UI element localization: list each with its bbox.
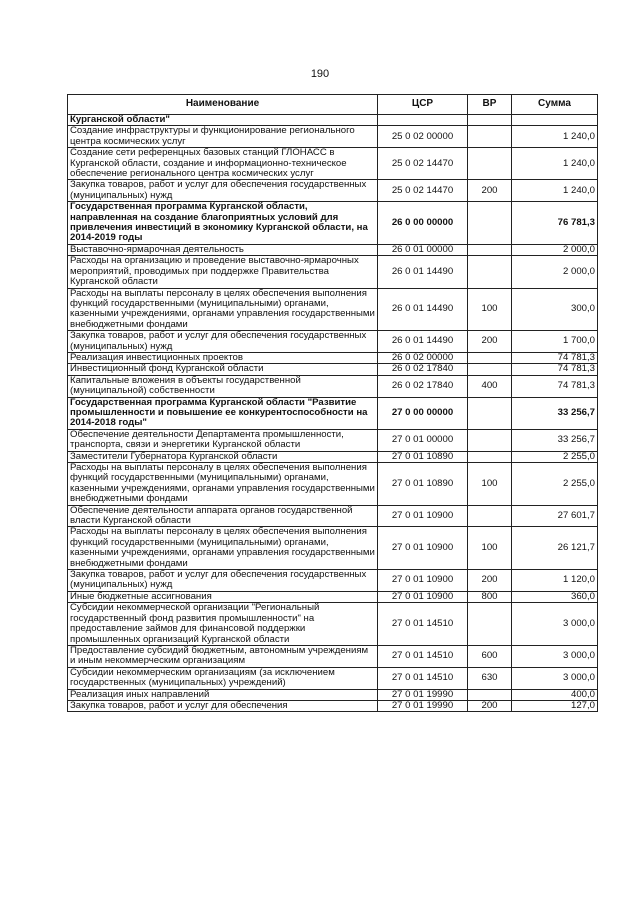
row-sum: 1 700,0 [512, 331, 598, 353]
table-row [68, 148, 598, 180]
row-vr [468, 603, 512, 646]
header-vr: ВР [468, 95, 512, 115]
row-sum: 27 601,7 [512, 505, 598, 527]
table-row [68, 700, 598, 711]
row-csr: 25 0 02 14470 [378, 148, 468, 180]
page-number: 190 [310, 68, 330, 80]
row-vr: 800 [468, 591, 512, 602]
table-row [68, 429, 598, 451]
row-csr: 25 0 02 00000 [378, 126, 468, 148]
row-sum: 3 000,0 [512, 667, 598, 689]
table-row [68, 331, 598, 353]
row-name: Реализация инвестиционных проектов [68, 352, 378, 363]
row-vr: 400 [468, 375, 512, 397]
row-csr: 27 0 00 00000 [378, 397, 468, 429]
row-name: Выставочно-ярмарочная деятельность [68, 244, 378, 255]
table-row [68, 115, 598, 126]
row-csr: 27 0 01 14510 [378, 667, 468, 689]
row-vr [468, 505, 512, 527]
row-sum: 400,0 [512, 689, 598, 700]
table-row [68, 256, 598, 288]
row-name: Курганской области" [68, 115, 378, 126]
row-name: Заместители Губернатора Курганской области [68, 451, 378, 462]
table-row [68, 667, 598, 689]
row-csr: 26 0 02 17840 [378, 364, 468, 375]
row-sum: 1 240,0 [512, 180, 598, 202]
row-vr [468, 451, 512, 462]
row-sum: 2 255,0 [512, 463, 598, 506]
row-sum: 3 000,0 [512, 645, 598, 667]
table-row [68, 397, 598, 429]
table-row [68, 180, 598, 202]
table-row [68, 689, 598, 700]
row-vr: 200 [468, 180, 512, 202]
row-name: Создание сети референцных базовых станций ГЛОНАСС в Курганской области, создание и информационно-техническое обеспечение регионального центра космических услуг [68, 148, 378, 180]
table-row [68, 463, 598, 506]
header-sum: Сумма [512, 95, 598, 115]
table-row [68, 645, 598, 667]
row-name: Обеспечение деятельности Департамента промышленности, транспорта, связи и энергетики Курганской области [68, 429, 378, 451]
row-csr: 26 0 00 00000 [378, 202, 468, 245]
row-sum: 76 781,3 [512, 202, 598, 245]
row-vr [468, 244, 512, 255]
row-sum: 2 255,0 [512, 451, 598, 462]
row-sum [512, 115, 598, 126]
row-sum: 74 781,3 [512, 352, 598, 363]
row-csr: 27 0 01 10900 [378, 570, 468, 592]
row-name: Обеспечение деятельности аппарата органов государственной власти Курганской области [68, 505, 378, 527]
row-vr: 100 [468, 463, 512, 506]
row-sum: 3 000,0 [512, 603, 598, 646]
row-name: Реализация иных направлений [68, 689, 378, 700]
row-sum: 127,0 [512, 700, 598, 711]
row-csr: 27 0 01 14510 [378, 603, 468, 646]
row-csr: 27 0 01 14510 [378, 645, 468, 667]
row-name: Капитальные вложения в объекты государственной (муниципальной) собственности [68, 375, 378, 397]
row-vr [468, 429, 512, 451]
row-vr [468, 397, 512, 429]
row-name: Предоставление субсидий бюджетным, автономным учреждениям и иным некоммерческим организациям [68, 645, 378, 667]
row-csr: 25 0 02 14470 [378, 180, 468, 202]
row-csr: 27 0 01 19990 [378, 700, 468, 711]
row-name: Закупка товаров, работ и услуг для обеспечения государственных (муниципальных) нужд [68, 331, 378, 353]
row-name: Государственная программа Курганской области, направленная на создание благоприятных условий для привлечения инвестиций в экономику Курганской области, на 2014-2019 годы [68, 202, 378, 245]
row-name: Расходы на выплаты персоналу в целях обеспечения выполнения функций государственными (муниципальными) органами, казенными учреждениями, органами управления государственными внебюджетными фондами [68, 463, 378, 506]
row-sum: 360,0 [512, 591, 598, 602]
row-vr: 100 [468, 527, 512, 570]
row-name: Расходы на организацию и проведение выставочно-ярмарочных мероприятий, проводимых при поддержке Правительства Курганской области [68, 256, 378, 288]
row-csr: 26 0 01 14490 [378, 288, 468, 331]
row-vr [468, 115, 512, 126]
row-vr: 100 [468, 288, 512, 331]
table-row [68, 451, 598, 462]
row-csr: 27 0 01 10890 [378, 463, 468, 506]
row-sum: 2 000,0 [512, 256, 598, 288]
header-name: Наименование [68, 95, 378, 115]
table-row [68, 126, 598, 148]
header-csr: ЦСР [378, 95, 468, 115]
row-csr: 27 0 01 10900 [378, 527, 468, 570]
row-vr [468, 364, 512, 375]
row-name: Государственная программа Курганской области "Развитие промышленности и повышение ее конкурентоспособности на 2014-2018 годы" [68, 397, 378, 429]
row-csr: 27 0 01 10900 [378, 591, 468, 602]
table-row [68, 505, 598, 527]
row-vr [468, 202, 512, 245]
row-sum: 26 121,7 [512, 527, 598, 570]
row-name: Субсидии некоммерческим организациям (за исключением государственных (муниципальных) учреждений) [68, 667, 378, 689]
table-row [68, 352, 598, 363]
row-csr: 26 0 02 00000 [378, 352, 468, 363]
row-csr: 26 0 01 14490 [378, 256, 468, 288]
table-row [68, 288, 598, 331]
row-sum: 1 240,0 [512, 148, 598, 180]
table-row [68, 603, 598, 646]
table-row [68, 527, 598, 570]
row-csr: 27 0 01 10890 [378, 451, 468, 462]
row-vr: 630 [468, 667, 512, 689]
row-vr: 200 [468, 570, 512, 592]
row-name: Иные бюджетные ассигнования [68, 591, 378, 602]
row-vr [468, 352, 512, 363]
row-vr [468, 256, 512, 288]
table-row [68, 591, 598, 602]
row-csr: 26 0 01 14490 [378, 331, 468, 353]
row-name: Закупка товаров, работ и услуг для обеспечения государственных (муниципальных) нужд [68, 180, 378, 202]
row-csr: 27 0 01 00000 [378, 429, 468, 451]
table-row [68, 244, 598, 255]
row-sum: 1 120,0 [512, 570, 598, 592]
row-vr [468, 126, 512, 148]
row-vr [468, 148, 512, 180]
row-csr: 26 0 02 17840 [378, 375, 468, 397]
row-csr: 27 0 01 19990 [378, 689, 468, 700]
row-name: Субсидии некоммерческой организации "Региональный государственный фонд развития промышленности" на предоставление займов для финансовой поддержки промышленных организаций Курганской области [68, 603, 378, 646]
row-csr: 27 0 01 10900 [378, 505, 468, 527]
row-name: Инвестиционный фонд Курганской области [68, 364, 378, 375]
table-row [68, 375, 598, 397]
row-name: Закупка товаров, работ и услуг для обеспечения государственных (муниципальных) нужд [68, 570, 378, 592]
row-csr [378, 115, 468, 126]
row-name: Создание инфраструктуры и функционирование регионального центра космических услуг [68, 126, 378, 148]
row-sum: 33 256,7 [512, 429, 598, 451]
row-vr: 200 [468, 331, 512, 353]
row-sum: 300,0 [512, 288, 598, 331]
row-sum: 74 781,3 [512, 375, 598, 397]
budget-table [67, 94, 598, 712]
row-csr: 26 0 01 00000 [378, 244, 468, 255]
row-vr: 200 [468, 700, 512, 711]
row-sum: 1 240,0 [512, 126, 598, 148]
table-row [68, 364, 598, 375]
table-row [68, 570, 598, 592]
row-name: Закупка товаров, работ и услуг для обеспечения [68, 700, 378, 711]
row-vr [468, 689, 512, 700]
row-sum: 33 256,7 [512, 397, 598, 429]
row-name: Расходы на выплаты персоналу в целях обеспечения выполнения функций государственными (муниципальными) органами, казенными учреждениями, органами управления государственными внебюджетными фондами [68, 527, 378, 570]
row-sum: 74 781,3 [512, 364, 598, 375]
row-vr: 600 [468, 645, 512, 667]
row-name: Расходы на выплаты персоналу в целях обеспечения выполнения функций государственными (муниципальными) органами, казенными учреждениями, органами управления государственными внебюджетными фондами [68, 288, 378, 331]
row-sum: 2 000,0 [512, 244, 598, 255]
table-header-row [68, 95, 598, 115]
table-row [68, 202, 598, 245]
